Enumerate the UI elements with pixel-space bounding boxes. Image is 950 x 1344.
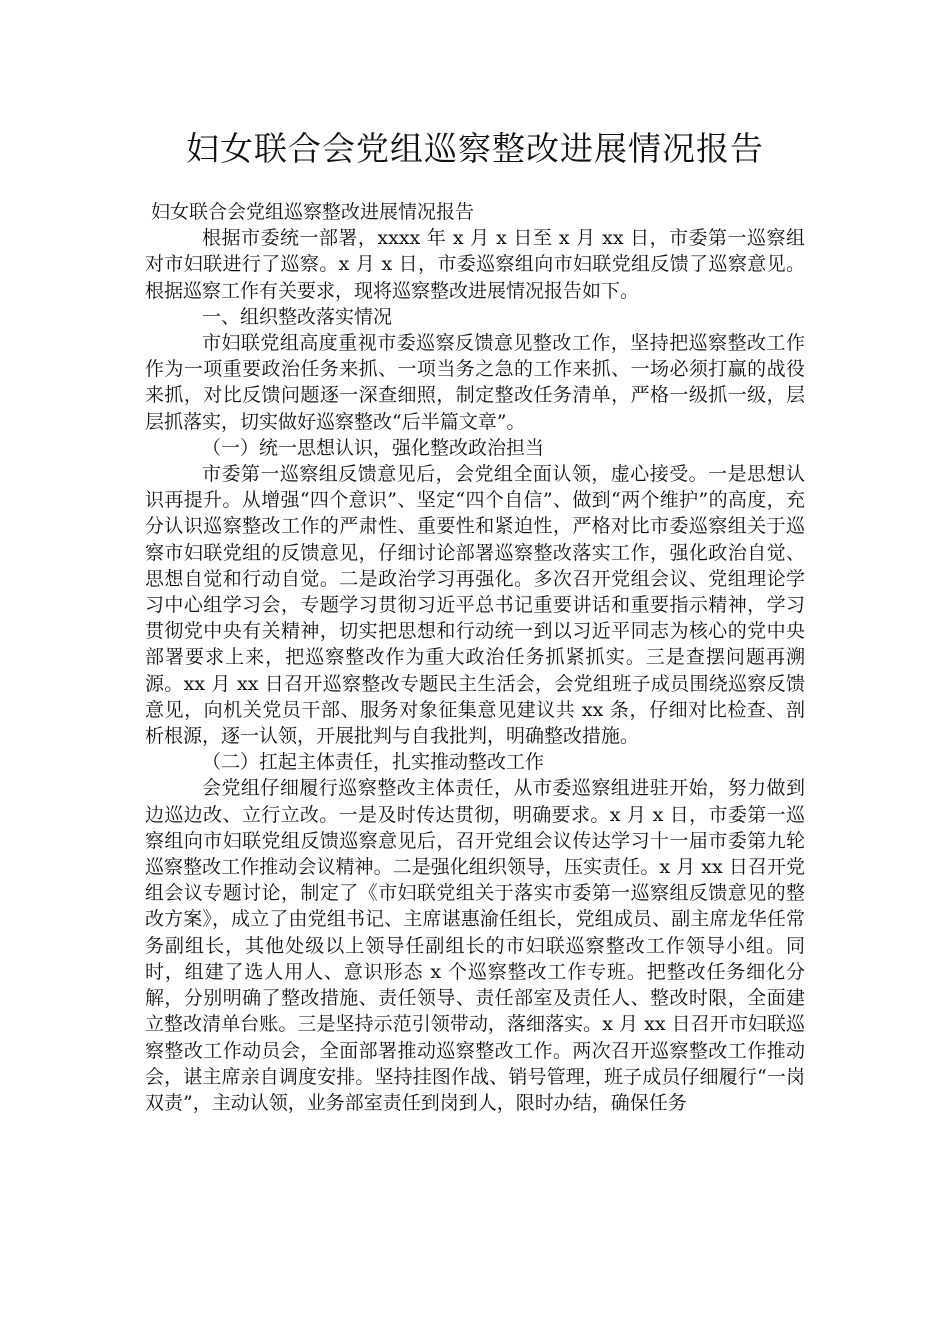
- subsection-heading-1: （一）统一思想认识，强化整改政治担当: [202, 436, 545, 459]
- intro-paragraph: 根据市委统一部署，xxxx 年 x 月 x 日至 x 月 xx 日，市委第一巡察组对市妇联进行了巡察。x 月 x 日，市委巡察组向市妇联党组反馈了巡察意见。根据巡察工作有关要求，现将巡察整改进展情况报告如下。: [145, 227, 805, 302]
- document-body: [145, 199, 805, 1116]
- subsection-2-paragraph: 会党组仔细履行巡察整改主体责任，从市委巡察组进驻开始，努力做到边巡边改、立行立改。一是及时传达贯彻，明确要求。x 月 x 日，市委第一巡察组向市妇联党组反馈巡察意见后，召开党组会议传达学习十一届市委第九轮巡察整改工作推动会议精神。二是强化组织领导，压实责任。x 月 xx 日召开党组会议专题讨论，制定了《市妇联党组关于落实市委第一巡察组反馈意见的整改方案》，成立了由党组书记、主席谌惠渝任组长，党组成员、副主席龙华任常务副组长，其他处级以上领导任副组长的市妇联巡察整改工作领导小组。同时，组建了选人用人、意识形态 x 个巡察整改工作专班。把整改任务细化分解，分别明确了整改措施、责任领导、责任部室及责任人、整改时限，全面建立整改清单台账。三是坚持示范引领带动，落细落实。x 月 xx 日召开市妇联巡察整改工作动员会，全面部署推动巡察整改工作。两次召开巡察整改工作推动会，谌主席亲自调度安排。坚持挂图作战、销号管理，班子成员仔细履行“一岗双责”，主动认领，业务部室责任到岗到人，限时办结，确保任务: [145, 777, 805, 1114]
- document-title: 妇女联合会党组巡察整改进展情况报告: [186, 129, 764, 168]
- section-1-paragraph: 市妇联党组高度重视市委巡察反馈意见整改工作，坚持把巡察整改工作作为一项重要政治任务来抓、一项当务之急的工作来抓、一场必须打赢的战役来抓，对比反馈问题逐一深查细照，制定整改任务清单，严格一级抓一级，层层抓落实，切实做好巡察整改“后半篇文章”。: [145, 332, 805, 433]
- subsection-heading-2: （二）扛起主体责任，扎实推动整改工作: [202, 751, 545, 774]
- subsection-1-paragraph: 市委第一巡察组反馈意见后，会党组全面认领，虚心接受。一是思想认识再提升。从增强“四个意识”、坚定“四个自信”、做到“两个维护”的高度，充分认识巡察整改工作的严肃性、重要性和紧迫性，严格对比市委巡察组关于巡察市妇联党组的反馈意见，仔细讨论部署巡察整改落实工作，强化政治自觉、思想自觉和行动自觉。二是政治学习再强化。多次召开党组会议、党组理论学习中心组学习会，专题学习贯彻习近平总书记重要讲话和重要指示精神，学习贯彻党中央有关精神，切实把思想和行动统一到以习近平同志为核心的党中央部署要求上来，把巡察整改作为重大政治任务抓紧抓实。三是查摆问题再溯源。xx 月 xx 日召开巡察整改专题民主生活会，会党组班子成员围绕巡察反馈意见，向机关党员干部、服务对象征集意见建议共 xx 条，仔细对比检查、剖析根源，逐一认领，开展批判与自我批判，明确整改措施。: [145, 463, 805, 748]
- section-heading-1: 一、组织整改落实情况: [202, 305, 393, 328]
- document-subtitle: 妇女联合会党组巡察整改进展情况报告: [151, 201, 475, 223]
